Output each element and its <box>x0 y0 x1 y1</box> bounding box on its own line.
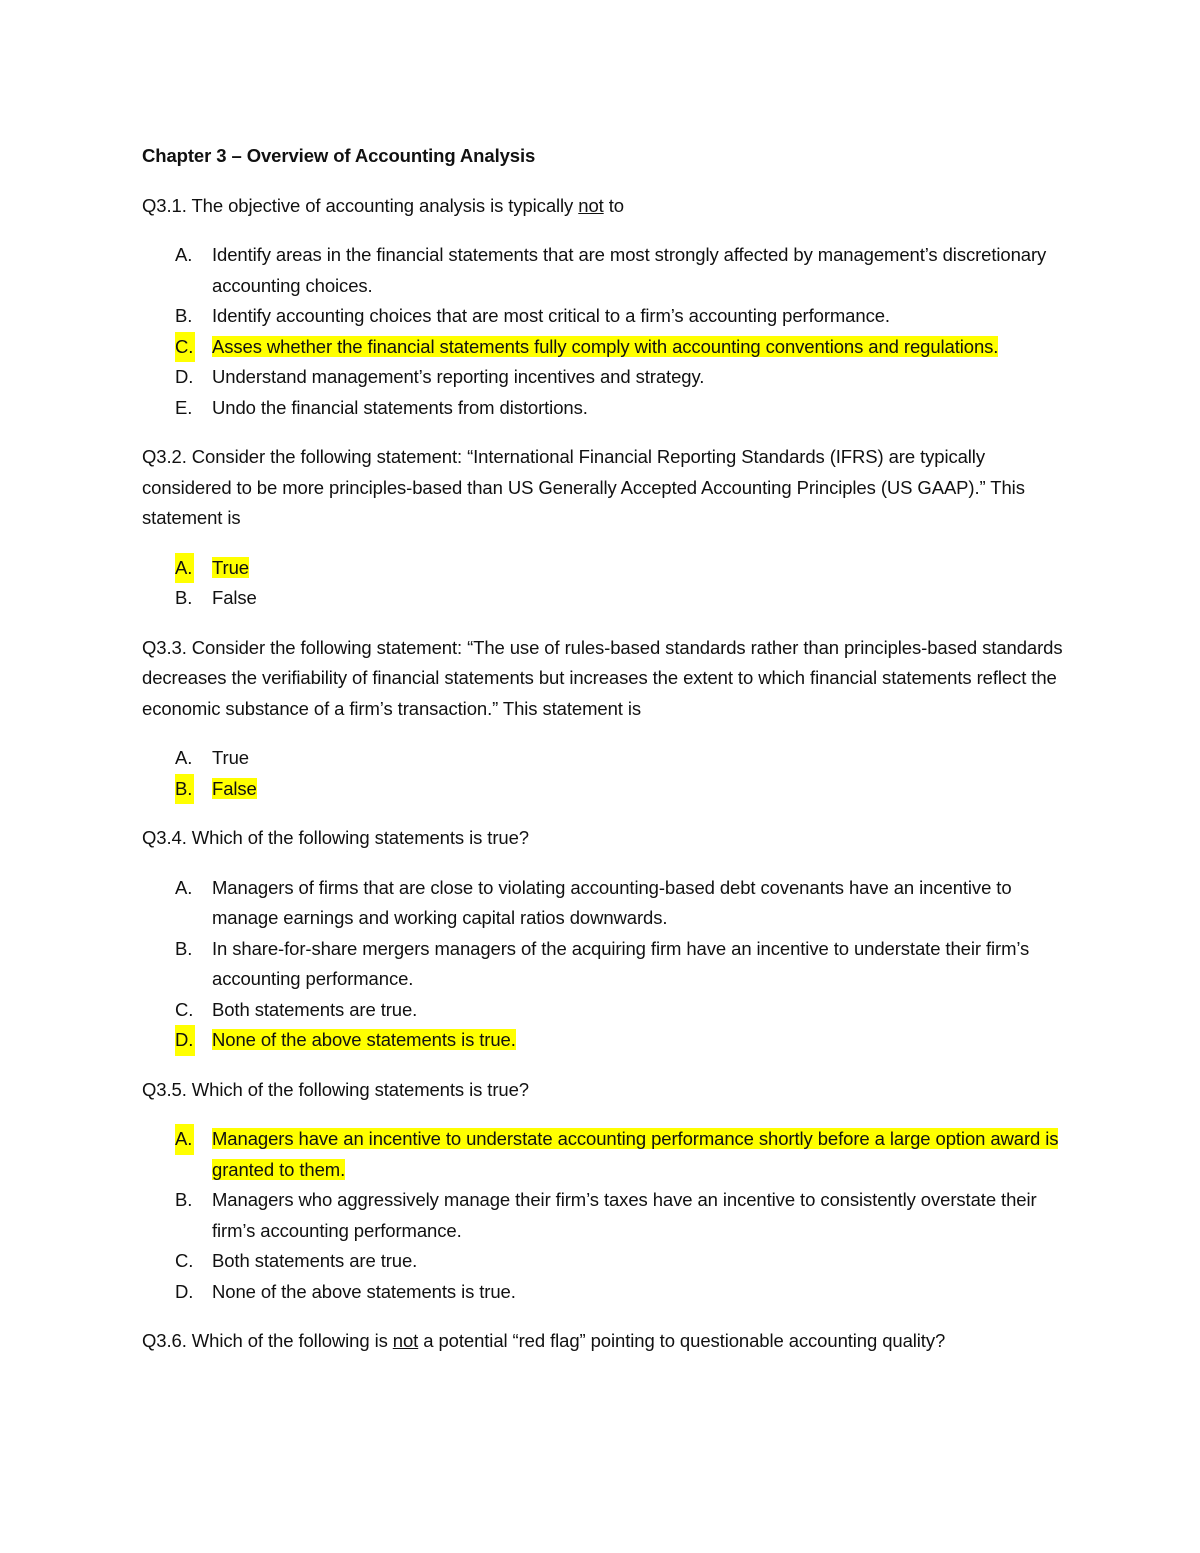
options-list <box>142 1124 1072 1307</box>
option-letter: B. <box>175 587 193 608</box>
question-text-end: a potential “red flag” pointing to questionable accounting quality? <box>418 1330 946 1351</box>
question-4 <box>142 823 1072 854</box>
option-text-highlighted: None of the above statements is true. <box>212 1029 516 1050</box>
option-letter: A. <box>175 747 193 768</box>
question-3 <box>142 633 1072 725</box>
option-a <box>142 873 1072 934</box>
option-d <box>142 1277 1072 1308</box>
question-text: Consider the following statement: “The use of rules-based standards rather than principles-based standards decreases the verifiability of financial statements but increases the extent to which financial statements reflect the economic substance of a firm’s transaction.” This statement is <box>142 636 1063 719</box>
option-letter: A. <box>175 553 194 584</box>
option-letter: D. <box>175 366 194 387</box>
question-number: Q3.4. <box>142 827 187 848</box>
option-letter: A. <box>175 876 193 898</box>
option-text: Identify areas in the financial statements that are most strongly affected by management’s discretionary accounting choices. <box>212 244 1047 296</box>
option-text: Managers of firms that are close to violating accounting-based debt covenants have an incentive to manage earnings and working capital ratios downwards. <box>212 876 1012 928</box>
option-b <box>142 934 1072 995</box>
question-6 <box>142 1326 1072 1357</box>
option-e <box>142 393 1072 424</box>
option-text: None of the above statements is true. <box>212 1280 516 1302</box>
option-text: True <box>212 747 249 768</box>
option-letter: B. <box>175 1189 193 1210</box>
question-text: The objective of accounting analysis is typically <box>186 194 579 216</box>
option-text: Undo the financial statements from distortions. <box>212 396 588 418</box>
option-a <box>142 553 1072 584</box>
question-number: Q3.3. <box>142 636 187 658</box>
option-c <box>142 1246 1072 1277</box>
question-emphasis: not <box>578 194 604 216</box>
option-text: Both statements are true. <box>212 1250 418 1271</box>
question-number: Q3.2. <box>142 446 187 467</box>
question-number: Q3.5. <box>142 1078 187 1100</box>
question-emphasis: not <box>392 1330 419 1351</box>
option-a <box>142 743 1072 774</box>
option-c <box>142 332 1072 363</box>
option-text: Managers who aggressively manage their firm’s taxes have an incentive to consistently overstate their firm’s accounting performance. <box>212 1189 1037 1241</box>
option-a <box>142 240 1072 301</box>
option-text-highlighted: Asses whether the financial statements fully comply with accounting conventions and regulations. <box>212 335 999 357</box>
option-a <box>142 1124 1072 1185</box>
question-text: Which of the following is <box>186 1330 393 1351</box>
option-b <box>142 301 1072 332</box>
option-text: In share-for-share mergers managers of the acquiring firm have an incentive to understate their firm’s accounting performance. <box>212 937 1030 989</box>
option-text-highlighted: True <box>212 556 249 578</box>
question-text: Which of the following statements is true? <box>186 1078 529 1100</box>
question-text: Consider the following statement: “International Financial Reporting Standards (IFRS) are typically considered to be more principles-based than US Generally Accepted Accounting Principles (US GAAP).” This statement is <box>142 446 1025 528</box>
option-letter: B. <box>175 305 193 326</box>
option-letter: B. <box>175 937 193 959</box>
option-text: Understand management’s reporting incentives and strategy. <box>212 366 705 387</box>
option-d <box>142 1025 1072 1056</box>
option-letter: D. <box>175 1280 194 1302</box>
option-letter: C. <box>175 998 194 1020</box>
options-list <box>142 553 1072 614</box>
option-d <box>142 362 1072 393</box>
option-letter: E. <box>175 396 193 418</box>
chapter-title: Chapter 3 – Overview of Accounting Analysis <box>142 145 536 166</box>
question-text-end: to <box>603 194 624 216</box>
option-text: Identify accounting choices that are most critical to a firm’s accounting performance. <box>212 305 890 326</box>
option-text-highlighted: Managers have an incentive to understate accounting performance shortly before a large option award is granted to them. <box>212 1128 1059 1180</box>
option-letter: A. <box>175 244 193 265</box>
option-c <box>142 995 1072 1026</box>
options-list <box>142 743 1072 804</box>
option-text: False <box>212 587 257 608</box>
option-text: Both statements are true. <box>212 998 418 1020</box>
option-letter: A. <box>175 1124 194 1155</box>
question-number: Q3.6. <box>142 1330 187 1351</box>
options-list <box>142 873 1072 1056</box>
question-number: Q3.1. <box>142 194 187 216</box>
question-text: Which of the following statements is true? <box>186 827 529 848</box>
question-2 <box>142 442 1072 534</box>
option-letter: C. <box>175 1250 194 1271</box>
question-1 <box>142 191 1072 222</box>
option-letter: C. <box>175 332 195 363</box>
option-b <box>142 1185 1072 1246</box>
options-list <box>142 240 1072 423</box>
option-letter: B. <box>175 774 194 805</box>
option-text-highlighted: False <box>212 777 257 799</box>
option-b <box>142 774 1072 805</box>
option-letter: D. <box>175 1025 195 1056</box>
option-b <box>142 583 1072 614</box>
question-5 <box>142 1075 1072 1106</box>
document-content <box>142 141 1072 1376</box>
